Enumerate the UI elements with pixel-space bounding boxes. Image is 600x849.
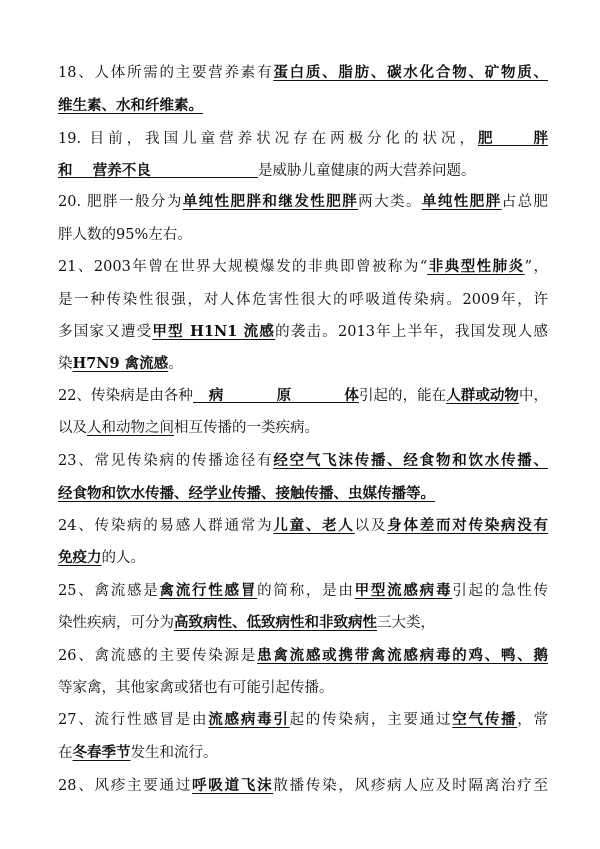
q18-text: 18、人体所需的主要营养素有	[58, 65, 274, 81]
q21-line-3	[58, 321, 548, 343]
q20-text-mid: 两大类。	[358, 194, 422, 210]
q23-answer-cont: 经食物和饮水传播、经学业传播、接触传播、虫媒传播等。	[58, 485, 435, 502]
q23-line-1	[58, 450, 548, 472]
q21-text-post: ”，	[524, 259, 548, 275]
q21-text-2: 是一种传染性很强，对人体危害性很大的呼吸道传染病。2009年，许	[58, 292, 548, 308]
q26-line-1	[58, 645, 548, 667]
q27-line-1	[58, 709, 548, 731]
q24-line-1	[58, 515, 548, 537]
q22-line-1	[58, 385, 548, 407]
q27-text-2-post: 发生和流行。	[130, 745, 218, 761]
q27-text-mid: 起的传染病，主要通过	[289, 712, 453, 728]
q18-answer-cont: 维生素、水和纤维素。	[58, 97, 203, 114]
q20-text-2: 胖人数的95%左右。	[58, 227, 192, 243]
q22-answer-3: 人和动物之间	[87, 420, 174, 436]
q21-line-1	[58, 256, 548, 278]
q25-answer-1: 禽流行性感冒	[159, 582, 258, 599]
q21-line-2	[58, 289, 548, 311]
q26-line-2	[58, 677, 548, 699]
q26-answer: 患禽流感或携带禽流感病毒的鸡、鸭、鹅	[257, 647, 549, 664]
q27-line-2	[58, 742, 548, 764]
q27-text-2: 在	[58, 745, 73, 761]
q27-text-post: ，常	[517, 712, 549, 728]
q21-text-4: 染	[58, 356, 73, 372]
q24-text-2: 的人。	[101, 550, 145, 566]
q22-line-2	[58, 417, 548, 439]
q23-answer: 经空气飞沫传播、经食物和饮水传播、	[273, 452, 549, 469]
q20-text-post: 占总肥	[501, 194, 549, 210]
q21-answer-2: 甲型 H1N1 流感	[152, 323, 276, 340]
q19-blank-1: 肥胖	[478, 130, 548, 147]
q21-text-3-post: 的袭击。2013年上半年，我国发现人感	[275, 324, 549, 340]
q28-line-1	[58, 775, 548, 797]
q18-answer: 蛋白质、脂肪、碳水化合物、矿物质、	[273, 64, 549, 81]
q25-text-post: 引起的急性传	[452, 583, 549, 599]
q22-answer-2: 人群或动物	[446, 387, 519, 404]
q23-line-2	[58, 483, 548, 505]
q25-line-1	[58, 580, 548, 602]
q24-line-2	[58, 547, 548, 569]
q25-answer-2: 甲型流感病毒	[354, 582, 453, 599]
q27-answer-3: 冬春季节	[72, 744, 131, 761]
q26-text: 26、禽流感的主要传染源是	[58, 648, 258, 664]
q24-text: 24、传染病的易感人群通常为	[58, 518, 274, 534]
q23-text: 23、常见传染病的传播途径有	[58, 453, 274, 469]
q28-text-post: 散播传染，风疹病人应及时隔离治疗至	[273, 778, 549, 794]
q21-text: 21、2003年曾在世界大规模爆发的非典即曾被称为“	[58, 259, 428, 275]
q20-line-1	[58, 191, 548, 213]
q22-blank-1: 病原体	[193, 385, 359, 403]
q27-text: 27、流行性感冒是由	[58, 712, 209, 728]
q28-answer: 呼吸道飞沫	[192, 777, 274, 794]
q19-blank-2: 和 营养不良	[58, 160, 258, 178]
q20-line-2	[58, 224, 548, 246]
q22-text-mid: 引起的，能在	[358, 388, 447, 404]
q19-text-2: 是威胁儿童健康的两大营养问题。	[258, 163, 476, 179]
q21-line-4	[58, 353, 548, 375]
q25-text-2-post: 三大类，	[377, 615, 435, 631]
q24-answer-3: 免疫力	[58, 549, 102, 566]
q25-text: 25、禽流感是	[58, 583, 160, 599]
q20-answer-2: 单纯性肥胖	[421, 193, 502, 210]
q28-text: 28、风疹主要通过	[58, 778, 193, 794]
q25-line-2	[58, 612, 548, 634]
q19-line-1	[58, 128, 548, 150]
q21-text-3: 多国家又遭受	[58, 324, 153, 340]
q22-text-post: 中，	[518, 388, 549, 404]
q25-text-2: 染性疾病，可分为	[58, 615, 174, 631]
q18-line-1	[58, 62, 548, 84]
q22-text-2: 以及	[58, 420, 87, 436]
q21-text-4-post: 。	[168, 356, 183, 372]
q25-text-mid: 的简称，是由	[257, 583, 355, 599]
q20-answer-1: 单纯性肥胖和继发性肥胖	[182, 193, 359, 210]
q19-text: 19. 目前，我国儿童营养状况存在两极分化的状况，	[58, 131, 478, 147]
q27-answer-2: 空气传播	[452, 711, 518, 728]
q22-text: 22、传染病是由各种	[58, 388, 193, 404]
q21-answer-1: 非典型性肺炎	[427, 258, 525, 275]
q27-answer-1: 流感病毒引	[208, 711, 290, 728]
q20-text: 20. 肥胖一般分为	[58, 194, 183, 210]
q18-line-2	[58, 95, 548, 117]
q22-text-2-post: 相互传播的一类疾病。	[174, 420, 319, 436]
q24-text-mid: 以及	[354, 518, 388, 534]
q24-answer-1: 儿童、老人	[273, 517, 355, 534]
q26-text-2: 等家禽，其他家禽或猪也有可能引起传播。	[58, 680, 334, 696]
q21-answer-3: H7N9 禽流感	[72, 355, 169, 372]
q25-answer-3: 高致病性、低致病性和非致病性	[174, 614, 377, 631]
q19-line-2	[58, 160, 548, 182]
q24-answer-2: 身体差而对传染病没有	[387, 517, 549, 534]
